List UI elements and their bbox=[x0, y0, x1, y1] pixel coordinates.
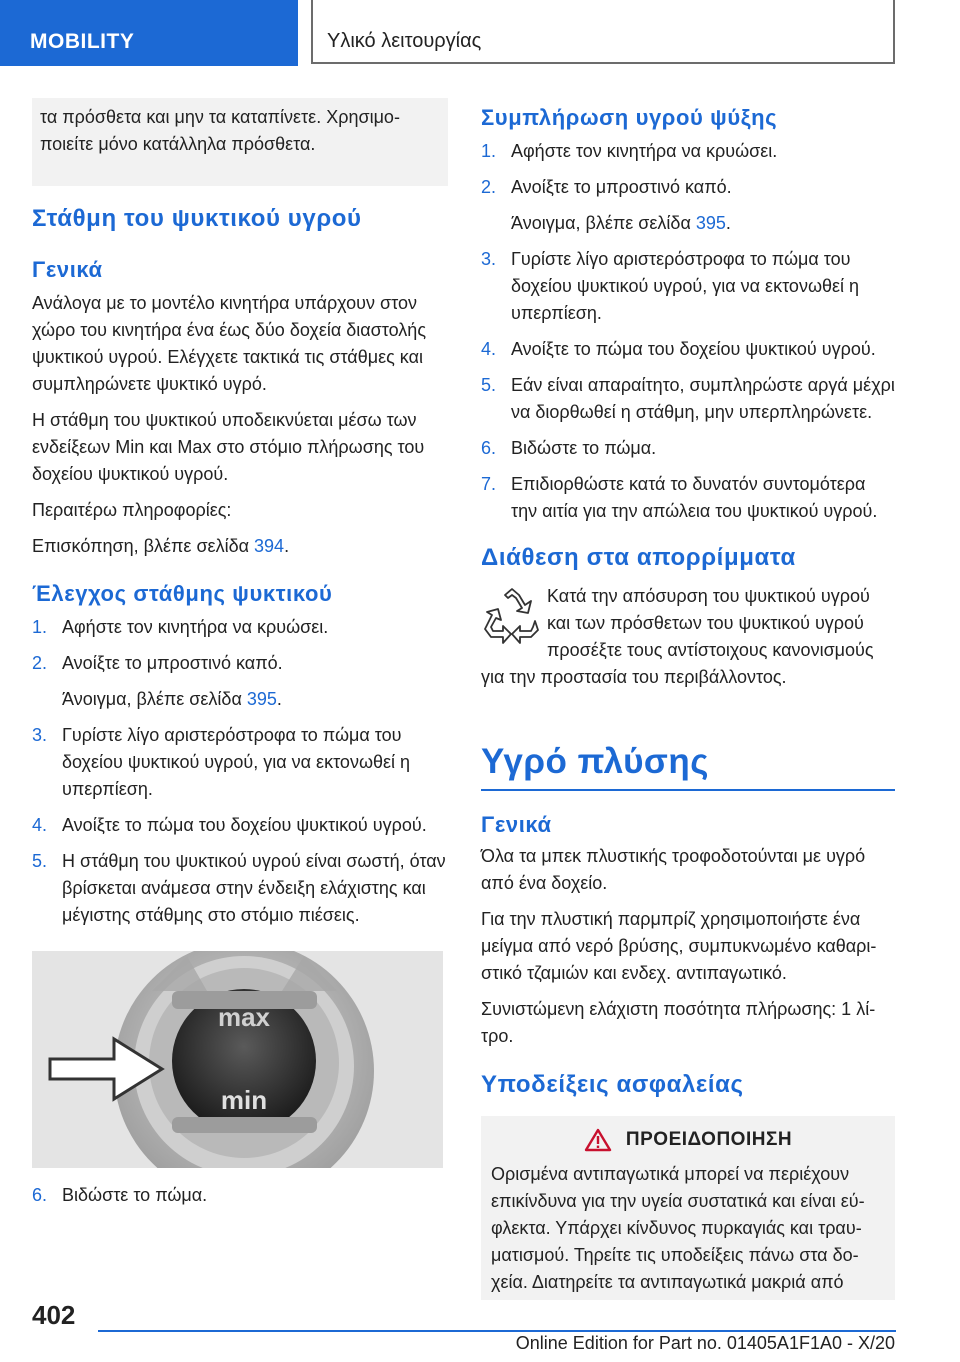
step-text: Βιδώστε το πώμα. bbox=[511, 438, 657, 458]
left-column bbox=[32, 98, 448, 1218]
step-number: 7. bbox=[481, 474, 497, 494]
step-number: 4. bbox=[32, 815, 48, 835]
section-title: MOBILITY bbox=[30, 30, 135, 53]
max-label: max bbox=[217, 1002, 271, 1032]
list-item bbox=[32, 614, 448, 641]
list-item bbox=[481, 246, 895, 327]
coolant-cap-illustration bbox=[32, 951, 443, 1168]
chapter-title: Υλικό λειτουργίας bbox=[327, 30, 482, 52]
list-item bbox=[32, 650, 448, 677]
chapter-tab bbox=[311, 0, 895, 64]
step-text: Ανοίξτε το πώμα του δοχείου ψυκτικού υγρού. bbox=[62, 815, 427, 835]
list-item bbox=[32, 1182, 448, 1209]
paragraph: Συνιστώμενη ελάχιστη ποσότητα πλήρωσης: 1 λίτρο. bbox=[481, 999, 876, 1046]
paragraph: Ανάλογα με το μοντέλο κινητήρα υπάρχουν στον χώρο του κινητήρα ένα έως δύο δοχεία διαστολής ψυκτικού υγρού. Ελέγχετε τακτικά τις στάθμες και συμπληρώνετε ψυκτικό υγρό. bbox=[32, 293, 426, 394]
page-link[interactable]: 395 bbox=[246, 689, 277, 709]
heading-general: Γενικά bbox=[481, 812, 552, 837]
heading-washer-fluid: Υγρό πλύσης bbox=[481, 741, 895, 791]
warning-title: ΠΡΟΕΙΔΟΠΟΙΗΣΗ bbox=[625, 1129, 793, 1150]
step-number: 2. bbox=[481, 177, 497, 197]
page-number: 402 bbox=[32, 1300, 76, 1330]
recycle-icon bbox=[481, 585, 543, 647]
list-item bbox=[481, 336, 895, 363]
paragraph: Όλα τα μπεκ πλυστικής τροφοδοτούνται με υγρό από ένα δοχείο. bbox=[481, 846, 866, 893]
list-item bbox=[481, 138, 895, 165]
step-number: 3. bbox=[32, 725, 48, 745]
heading-coolant-level: Στάθμη του ψυκτικού υγρού bbox=[32, 205, 362, 232]
warning-icon bbox=[584, 1128, 612, 1152]
step-number: 1. bbox=[32, 617, 48, 637]
step-number: 6. bbox=[481, 438, 497, 458]
step-text: Ανοίξτε το μπροστινό καπό. bbox=[62, 653, 283, 673]
right-column bbox=[481, 98, 895, 1300]
paragraph: Η στάθμη του ψυκτικού υποδεικνύεται μέσω των ενδείξεων Min και Max στο στόμιο πλήρωσης του δοχείου ψυκτικού υγρού. bbox=[32, 410, 425, 484]
check-steps bbox=[32, 614, 448, 677]
step-text: Επιδιορθώστε κατά το δυνατόν συντομότερα την αιτία για την απώλεια του ψυκτικού υγρού. bbox=[511, 474, 878, 521]
step-text: Γυρίστε λίγο αριστερόστροφα το πώμα του δοχείου ψυκτικού υγρού, για να εκτονωθεί η υπερπίεση. bbox=[511, 249, 860, 323]
sub-text: Άνοιγμα, βλέπε σελίδα bbox=[511, 213, 696, 233]
step-text: Εάν είναι απαραίτητο, συμπληρώστε αργά μέχρι να διορθωθεί η στάθμη, μην υπερπληρώνετε. bbox=[511, 375, 895, 422]
step-number: 5. bbox=[481, 375, 497, 395]
warning-header bbox=[491, 1126, 885, 1153]
check-steps-continued bbox=[32, 722, 448, 929]
list-item bbox=[481, 471, 895, 525]
list-item bbox=[32, 848, 448, 929]
section-tab bbox=[0, 0, 298, 66]
heading-check-level: Έλεγχος στάθμης ψυκτικού bbox=[32, 581, 333, 606]
step-number: 4. bbox=[481, 339, 497, 359]
warning-box bbox=[481, 1116, 895, 1300]
page-link[interactable]: 394 bbox=[254, 536, 285, 556]
reference-end: . bbox=[284, 536, 290, 556]
step-number: 3. bbox=[481, 249, 497, 269]
step-number: 1. bbox=[481, 141, 497, 161]
sub-end: . bbox=[276, 689, 282, 709]
step-text: Ανοίξτε το μπροστινό καπό. bbox=[511, 177, 732, 197]
min-label: min bbox=[220, 1085, 268, 1115]
list-item bbox=[32, 812, 448, 839]
list-item bbox=[481, 372, 895, 426]
sub-text: Άνοιγμα, βλέπε σελίδα bbox=[62, 689, 247, 709]
step-text: Η στάθμη του ψυκτικού υγρού είναι σωστή, όταν βρίσκεται ανάμεσα στην ένδειξη ελάχιστης και μέγιστης στάθμης στο στόμιο πιέσεις. bbox=[62, 851, 446, 925]
paragraph: Περαιτέρω πληροφορίες: bbox=[32, 500, 232, 520]
paragraph-reference bbox=[32, 533, 448, 560]
page-link[interactable]: 395 bbox=[695, 213, 726, 233]
heading-fill-coolant: Συμπλήρωση υγρού ψύξης bbox=[481, 105, 778, 130]
list-item bbox=[481, 174, 895, 201]
disposal-block bbox=[481, 583, 895, 705]
list-item bbox=[481, 435, 895, 462]
fill-steps-continued bbox=[481, 246, 895, 525]
heading-safety: Υποδείξεις ασφαλείας bbox=[481, 1071, 744, 1098]
step-subnote bbox=[481, 210, 895, 237]
edition-text: Online Edition for Part no. 01405A1F1A0 - X/20 bbox=[515, 1333, 895, 1353]
check-steps-final bbox=[32, 1182, 448, 1209]
coolant-cap-figure bbox=[32, 951, 443, 1168]
step-text: Ανοίξτε το πώμα του δοχείου ψυκτικού υγρού. bbox=[511, 339, 876, 359]
note-box: τα πρόσθετα και μην τα καταπίνετε. Χρησιμοποιείτε μόνο κατάλληλα πρόσθετα. bbox=[32, 98, 448, 186]
list-item bbox=[32, 722, 448, 803]
heading-general: Γενικά bbox=[32, 257, 103, 282]
page-header bbox=[0, 0, 960, 66]
step-text: Βιδώστε το πώμα. bbox=[62, 1185, 208, 1205]
step-number: 6. bbox=[32, 1185, 48, 1205]
warning-text: Ορισμένα αντιπαγωτικά μπορεί να περιέχουν επικίνδυνα για την υγεία συστατικά και είναι εύφλεκτα. Υπάρχει κίνδυνος πυρκαγιάς και τραυματισμού. Τηρείτε τις υποδείξεις πάνω στα δοχεία. Διατηρείτε τα αντιπαγωτικά μακριά από bbox=[491, 1164, 865, 1292]
step-number: 2. bbox=[32, 653, 48, 673]
fill-steps bbox=[481, 138, 895, 201]
heading-disposal: Διάθεση στα απορρίμματα bbox=[481, 544, 796, 571]
disposal-text: Κατά την απόσυρση του ψυκτικού υγρού και των πρόσθετων του ψυκτικού υγρού προσέξτε τους αντίστοιχους κανονισμούς για την προστασία του περιβάλλοντος. bbox=[481, 586, 874, 687]
step-number: 5. bbox=[32, 851, 48, 871]
paragraph: Για την πλυστική παρμπρίζ χρησιμοποιήστε ένα μείγμα από νερό βρύσης, συμπυκνωμένο καθαριστικό τζαμιών και ενδεχ. αντιπαγωτικό. bbox=[481, 909, 877, 983]
step-text: Γυρίστε λίγο αριστερόστροφα το πώμα του δοχείου ψυκτικού υγρού, για να εκτονωθεί η υπερπίεση. bbox=[62, 725, 411, 799]
reference-text: Επισκόπηση, βλέπε σελίδα bbox=[32, 536, 255, 556]
sub-end: . bbox=[725, 213, 731, 233]
step-subnote bbox=[32, 686, 448, 713]
step-text: Αφήστε τον κινητήρα να κρυώσει. bbox=[62, 617, 329, 637]
footer-divider bbox=[98, 1330, 896, 1332]
step-text: Αφήστε τον κινητήρα να κρυώσει. bbox=[511, 141, 778, 161]
